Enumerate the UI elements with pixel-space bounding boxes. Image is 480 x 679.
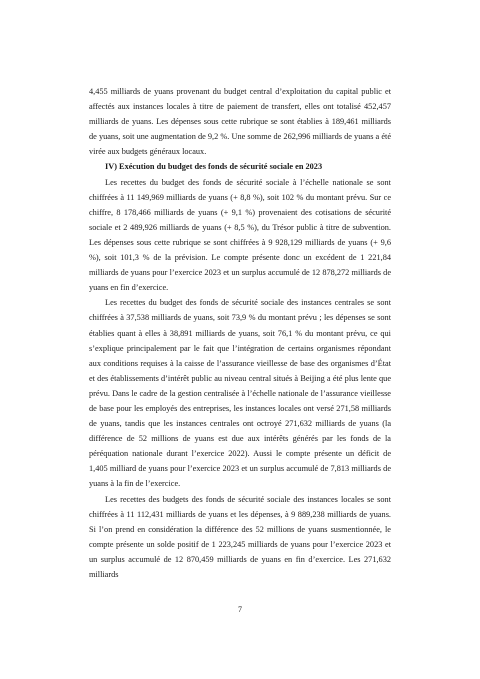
paragraph-continuation: 4,455 milliards de yuans provenant du budget central d’exploitation du capital public et affectés aux instances locales à titre de paiement de transfert, elles ont totalisé 452,457 milliards de yuans. Les dépenses sous cette rubrique se sont établies à 189,461 milliards de yuans, soit une augmentation de 9,2 %. Une somme de 262,996 milliards de yuans a été virée aux budgets généraux locaux. xyxy=(89,87,391,157)
document-body xyxy=(89,84,391,582)
page-number: 7 xyxy=(238,605,242,614)
paragraph-central-budget: Les recettes du budget des fonds de sécurité sociale des instances centrales se sont chiffrées à 37,538 milliards de yuans, soit 73,9 % du montant prévu ; les dépenses se sont établies quant à elles à 38,891 milliards de yuans, soit 76,1 % du montant prévu, ce qui s’explique principalement par le fait que l’intégration de certains organismes répondant aux conditions requises à la caisse de l’assurance vieillesse de base des organismes d’État et des établissements d’intérêt public au niveau central situés à Beijing a été plus lente que prévu. Dans le cadre de la gestion centralisée à l’échelle nationale de l’assurance vieillesse de base pour les employés des entreprises, les instances locales ont versé 271,58 milliards de yuans, tandis que les instances centrales ont octroyé 271,632 milliards de yuans (la différence de 52 millions de yuans est due aux intérêts générés par les fonds de la péréquation nationale durant l’exercice 2022). Aussi le compte présente un déficit de 1,405 milliard de yuans pour l’exercice 2023 et un surplus accumulé de 7,813 milliards de yuans à la fin de l’exercice. xyxy=(89,298,391,489)
paragraph-local-budget: Les recettes des budgets des fonds de sécurité sociale des instances locales se sont chiffrées à 11 112,431 milliards de yuans et les dépenses, à 9 889,238 milliards de yuans. Si l’on prend en considération la différence des 52 millions de yuans susmentionnée, le compte présente un solde positif de 1 223,245 milliards de yuans pour l’exercice 2023 et un surplus accumulé de 12 870,459 milliards de yuans en fin d’exercice. Les 271,632 milliards xyxy=(89,494,391,579)
section-heading: IV) Exécution du budget des fonds de sécurité sociale en 2023 xyxy=(105,162,323,172)
paragraph-national-budget: Les recettes du budget des fonds de sécurité sociale à l’échelle nationale se sont chiffrées à 11 149,969 milliards de yuans (+ 8,8 %), soit 102 % du montant prévu. Sur ce chiffre, 8 178,466 milliards de yuans (+ 9,1 %) provenaient des cotisations de sécurité sociale et 2 489,926 milliards de yuans (+ 8,5 %), du Trésor public à titre de subvention. Les dépenses sous cette rubrique se sont chiffrées à 9 928,129 milliards de yuans (+ 9,6 %), soit 101,3 % de la prévision. Le compte présente donc un excédent de 1 221,84 milliards de yuans pour l’exercice 2023 et un surplus accumulé de 12 878,272 milliards de yuans en fin d’exercice. xyxy=(89,177,391,293)
